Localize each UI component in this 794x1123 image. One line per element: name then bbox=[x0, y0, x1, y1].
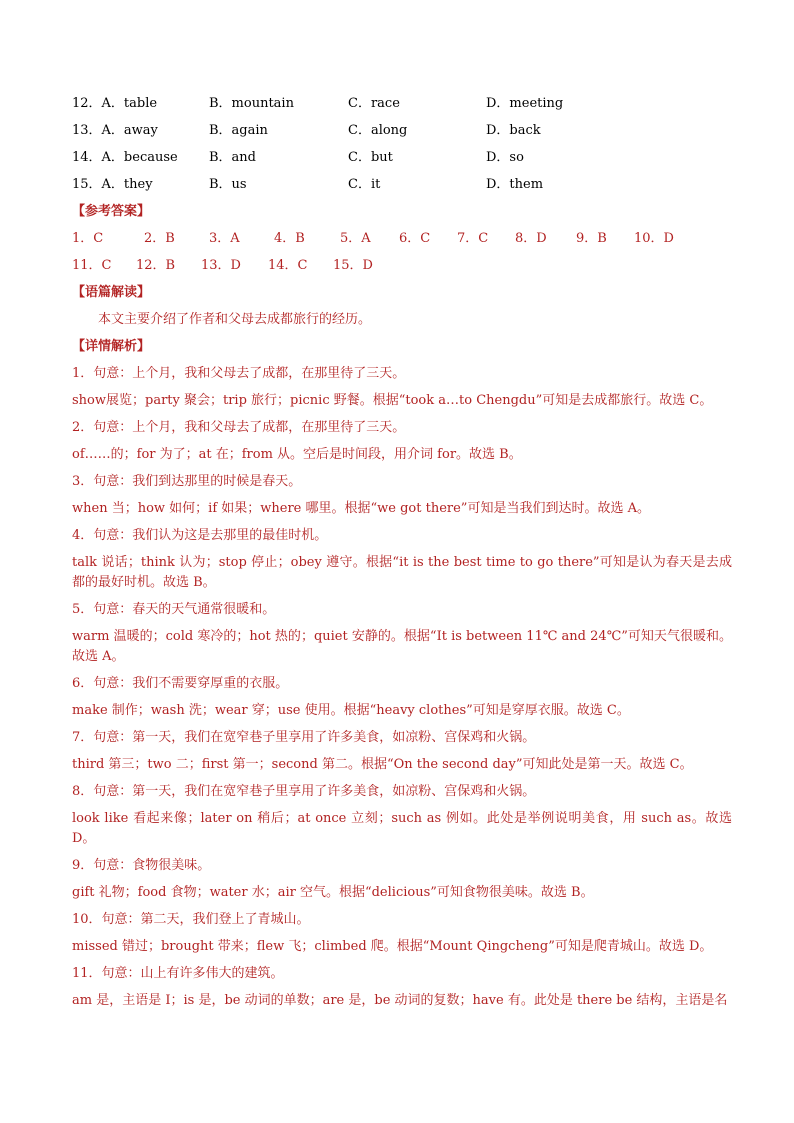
analysis-sentence: 1．句意：上个月，我和父母去了成都，在那里待了三天。 bbox=[72, 366, 406, 381]
document-page bbox=[72, 94, 732, 1018]
answer-item: 14．C bbox=[268, 258, 308, 273]
answer-item: 15．D bbox=[333, 258, 373, 273]
option-a: 12．A．table bbox=[72, 96, 158, 111]
analysis-explanation: missed 错过；brought 带来；flew 飞；climbed 爬。根据“Mount Qingcheng”可知是爬青城山。故选 D。 bbox=[72, 939, 713, 954]
option-d: D．back bbox=[486, 123, 541, 138]
option-c: C．race bbox=[348, 96, 400, 111]
answer-item: 2．B bbox=[144, 231, 175, 246]
analysis-sentence: 11．句意：山上有许多伟大的建筑。 bbox=[72, 966, 284, 981]
answer-item: 7．C bbox=[457, 231, 489, 246]
analysis-sentence: 5．句意：春天的天气通常很暖和。 bbox=[72, 602, 276, 617]
analysis-explanation: when 当；how 如何；if 如果；where 哪里。根据“we got there”可知是当我们到达时。故选 A。 bbox=[72, 501, 650, 516]
answers-row-1 bbox=[72, 229, 732, 256]
analysis-sentence: 8．句意：第一天，我们在宽窄巷子里享用了许多美食，如凉粉、宫保鸡和火锅。 bbox=[72, 784, 536, 799]
analysis-explanation: warm 温暖的；cold 寒冷的；hot 热的；quiet 安静的。根据“It is between 11℃ and 24℃”可知天气很暖和。故选 A。 bbox=[72, 629, 732, 664]
option-b: B．again bbox=[209, 123, 268, 138]
analysis-explanation: look like 看起来像；later on 稍后；at once 立刻；such as 例如。此处是举例说明美食，用 such as。故选 D。 bbox=[72, 811, 732, 846]
analysis-sentence: 3．句意：我们到达那里的时候是春天。 bbox=[72, 474, 302, 489]
option-a: 14．A．because bbox=[72, 150, 178, 165]
option-b: B．us bbox=[209, 177, 247, 192]
analysis-explanation: gift 礼物；food 食物；water 水；air 空气。根据“delicious”可知食物很美味。故选 B。 bbox=[72, 885, 594, 900]
answer-item: 11．C bbox=[72, 258, 112, 273]
answers-heading: 【参考答案】 bbox=[72, 204, 151, 219]
analysis-heading: 【详情解析】 bbox=[72, 339, 151, 354]
answer-item: 8．D bbox=[515, 231, 547, 246]
analysis-explanation: third 第三；two 二；first 第一；second 第二。根据“On the second day”可知此处是第一天。故选 C。 bbox=[72, 757, 693, 772]
answer-item: 9．B bbox=[576, 231, 607, 246]
analysis-sentence: 9．句意：食物很美味。 bbox=[72, 858, 211, 873]
option-c: C．but bbox=[348, 150, 393, 165]
option-b: B．and bbox=[209, 150, 256, 165]
option-c: C．it bbox=[348, 177, 381, 192]
option-c: C．along bbox=[348, 123, 408, 138]
answer-item: 1．C bbox=[72, 231, 104, 246]
option-d: D．them bbox=[486, 177, 544, 192]
analysis-explanation: show展览；party 聚会；trip 旅行；picnic 野餐。根据“took a…to Chengdu”可知是去成都旅行。故选 C。 bbox=[72, 393, 713, 408]
analysis-block bbox=[72, 364, 732, 1018]
option-a: 13．A．away bbox=[72, 123, 158, 138]
analysis-sentence: 2．句意：上个月，我和父母去了成都，在那里待了三天。 bbox=[72, 420, 406, 435]
option-row bbox=[72, 148, 732, 175]
option-b: B．mountain bbox=[209, 96, 294, 111]
options-block bbox=[72, 94, 732, 202]
option-row bbox=[72, 121, 732, 148]
answer-item: 13．D bbox=[201, 258, 241, 273]
answer-item: 3．A bbox=[209, 231, 240, 246]
option-a: 15．A．they bbox=[72, 177, 153, 192]
analysis-explanation: talk 说话；think 认为；stop 停止；obey 遵守。根据“it is the best time to go there”可知是认为春天是去成都的最好时机。故选 B。 bbox=[72, 555, 732, 590]
analysis-explanation: am 是，主语是 I；is 是，be 动词的单数；are 是，be 动词的复数；have 有。此处是 there be 结构，主语是名 bbox=[72, 993, 728, 1008]
analysis-sentence: 6．句意：我们不需要穿厚重的衣服。 bbox=[72, 676, 289, 691]
reading-summary: 本文主要介绍了作者和父母去成都旅行的经历。 bbox=[98, 312, 372, 327]
answers-row-2 bbox=[72, 256, 732, 283]
analysis-sentence: 4．句意：我们认为这是去那里的最佳时机。 bbox=[72, 528, 328, 543]
reading-heading: 【语篇解读】 bbox=[72, 285, 151, 300]
analysis-sentence: 10．句意：第二天，我们登上了青城山。 bbox=[72, 912, 310, 927]
option-row bbox=[72, 175, 732, 202]
option-row bbox=[72, 94, 732, 121]
option-d: D．meeting bbox=[486, 96, 564, 111]
answer-item: 6．C bbox=[399, 231, 431, 246]
answer-item: 10．D bbox=[634, 231, 674, 246]
analysis-explanation: make 制作；wash 洗；wear 穿；use 使用。根据“heavy clothes”可知是穿厚衣服。故选 C。 bbox=[72, 703, 630, 718]
option-d: D．so bbox=[486, 150, 524, 165]
analysis-sentence: 7．句意：第一天，我们在宽窄巷子里享用了许多美食，如凉粉、宫保鸡和火锅。 bbox=[72, 730, 536, 745]
answer-item: 5．A bbox=[340, 231, 371, 246]
analysis-explanation: of……的；for 为了；at 在；from 从。空后是时间段，用介词 for。故选 B。 bbox=[72, 447, 522, 462]
answer-item: 12．B bbox=[136, 258, 176, 273]
answer-item: 4．B bbox=[274, 231, 305, 246]
